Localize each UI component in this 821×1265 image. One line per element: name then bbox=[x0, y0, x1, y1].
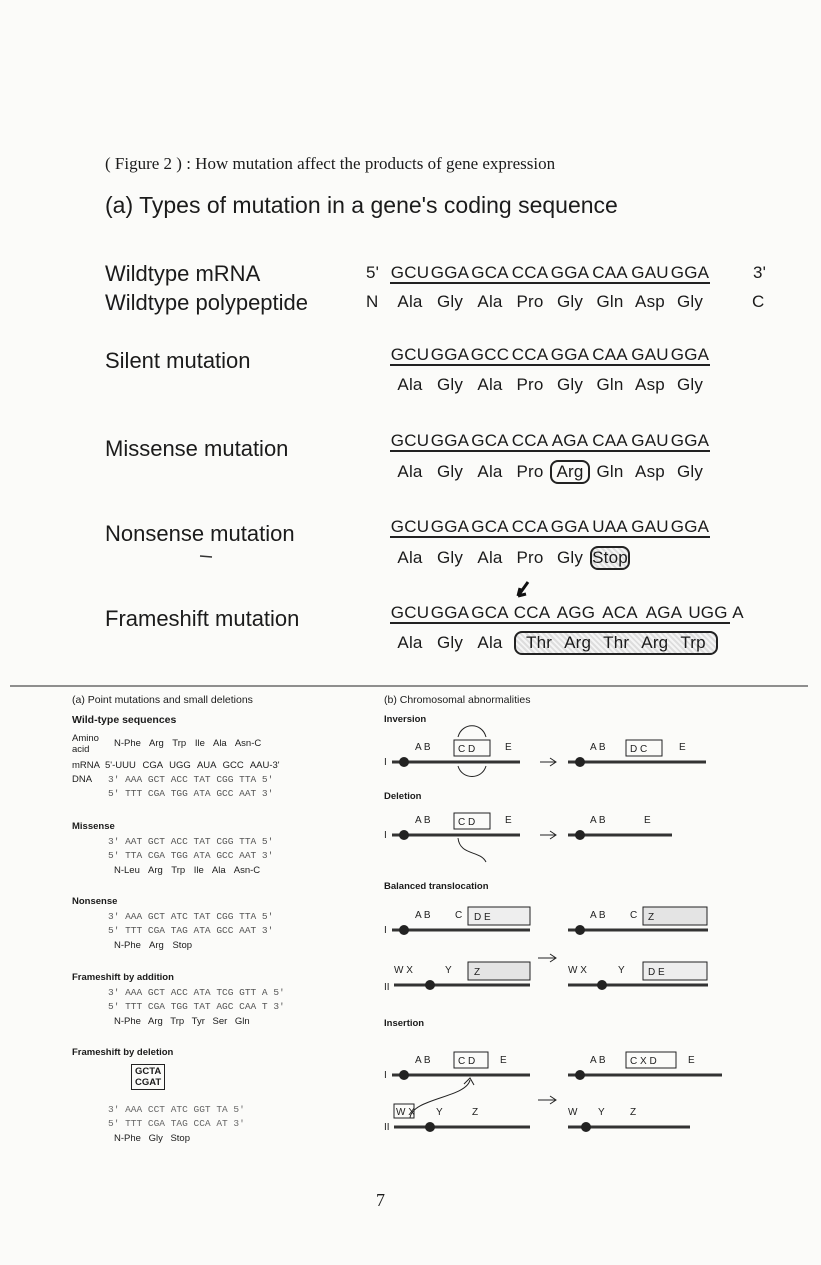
nonsense-amino-acids: N-Phe Arg Stop bbox=[114, 940, 193, 951]
amino-acid: Gly bbox=[556, 292, 584, 311]
svg-text:Z: Z bbox=[630, 1107, 637, 1118]
codon: CCA bbox=[510, 604, 554, 624]
codon: GGA bbox=[670, 345, 710, 364]
fs-add-dna-strand-1: 3' AAA GCT ACC ATA TCG GTT A 5' bbox=[108, 987, 285, 998]
missense-mutation-label: Missense mutation bbox=[105, 436, 289, 461]
codon: CCA bbox=[511, 517, 549, 536]
silent-mutation-label: Silent mutation bbox=[105, 348, 251, 373]
amino-acid: Gly bbox=[436, 462, 464, 481]
insertion-title: Insertion bbox=[384, 1018, 425, 1029]
fs-del-amino-acids: N-Phe Gly Stop bbox=[114, 1133, 190, 1144]
deletion-diagram bbox=[384, 813, 672, 862]
svg-text:A B: A B bbox=[590, 742, 606, 753]
nonsense-mutation-label: Nonsense mutation bbox=[105, 521, 295, 546]
codon: GCU bbox=[390, 517, 430, 536]
svg-text:Y: Y bbox=[618, 965, 625, 976]
svg-text:W X: W X bbox=[568, 965, 587, 976]
svg-text:Z: Z bbox=[648, 912, 655, 923]
codon: ACA bbox=[598, 604, 642, 624]
svg-text:W X: W X bbox=[396, 1107, 415, 1118]
amino-acid: Ala bbox=[477, 633, 503, 652]
codon: GCA bbox=[471, 603, 509, 622]
svg-text:C D: C D bbox=[458, 1056, 476, 1067]
svg-text:E: E bbox=[679, 742, 686, 753]
svg-text:I: I bbox=[384, 830, 387, 841]
codon: AGG bbox=[554, 604, 598, 624]
codon: GGA bbox=[430, 263, 470, 282]
codon: GGA bbox=[670, 431, 710, 450]
wt-dna-strand-1: 3' AAA GCT ACC TAT CGG TTA 5' bbox=[108, 774, 274, 785]
codon: GCA bbox=[471, 263, 509, 282]
n-terminus-label: N bbox=[366, 292, 379, 311]
amino-acid: Gly bbox=[436, 633, 464, 652]
svg-text:W: W bbox=[568, 1107, 578, 1118]
amino-acid: Gly bbox=[676, 292, 704, 311]
amino-acid: Ala bbox=[397, 548, 423, 567]
roman-numeral: I bbox=[384, 757, 387, 768]
codon: CCA bbox=[511, 345, 549, 364]
insertion-diagram bbox=[384, 1052, 722, 1133]
svg-text:D C: D C bbox=[630, 744, 648, 755]
svg-text:E: E bbox=[500, 1055, 507, 1066]
codon: GGA bbox=[670, 517, 710, 536]
missense-dna-strand-1: 3' AAT GCT ACC TAT CGG TTA 5' bbox=[108, 836, 274, 847]
frameshift-mutation-label: Frameshift mutation bbox=[105, 606, 300, 631]
codon: GGA bbox=[550, 345, 590, 364]
svg-text:II: II bbox=[384, 1122, 390, 1133]
codon: GGA bbox=[430, 603, 470, 622]
amino-acid: Gly bbox=[676, 462, 704, 481]
svg-text:E: E bbox=[505, 815, 512, 826]
svg-text:D E: D E bbox=[474, 912, 491, 923]
svg-text:Y: Y bbox=[598, 1107, 605, 1118]
amino-acid-changed: Arg bbox=[550, 460, 590, 484]
deletion-title: Deletion bbox=[384, 791, 422, 802]
svg-text:C: C bbox=[455, 910, 463, 921]
svg-text:C D: C D bbox=[458, 817, 476, 828]
amino-acid: Trp bbox=[680, 633, 706, 652]
svg-text:A B: A B bbox=[415, 1055, 431, 1066]
missense-dna-strand-2: 5' TTA CGA TGG ATA GCC AAT 3' bbox=[108, 850, 274, 861]
svg-text:E: E bbox=[644, 815, 651, 826]
amino-acid: Gly bbox=[556, 548, 584, 567]
codon: GGA bbox=[430, 517, 470, 536]
amino-acid: Gly bbox=[556, 375, 584, 394]
svg-text:Z: Z bbox=[472, 1107, 479, 1118]
amino-acid: Arg bbox=[641, 633, 669, 652]
inversion-diagram bbox=[384, 726, 706, 777]
codon: GGA bbox=[550, 263, 590, 282]
codon: GCU bbox=[390, 603, 430, 622]
svg-text:A B: A B bbox=[590, 910, 606, 921]
svg-text:I: I bbox=[384, 1070, 387, 1081]
codon: CAA bbox=[590, 432, 630, 452]
codon: AGA bbox=[551, 431, 589, 450]
codon: CCA bbox=[511, 263, 549, 282]
amino-acid: Pro bbox=[516, 548, 544, 567]
amino-acid: Gly bbox=[436, 292, 464, 311]
wt-amino-acids: N-Phe Arg Trp Ile Ala Asn-C bbox=[114, 738, 262, 749]
codon: CAA bbox=[590, 264, 630, 284]
five-prime-label: 5' bbox=[366, 263, 380, 282]
codon: GCC bbox=[470, 345, 510, 364]
amino-acid: Ala bbox=[397, 375, 423, 394]
svg-text:Y: Y bbox=[445, 965, 452, 976]
c-terminus-label: C bbox=[752, 292, 765, 311]
nonsense-dna-strand-1: 3' AAA GCT ATC TAT CGG TTA 5' bbox=[108, 911, 274, 922]
amino-acid: Ala bbox=[477, 462, 503, 481]
amino-acid: Ala bbox=[477, 292, 503, 311]
fs-add-dna-strand-2: 5' TTT CGA TGG TAT AGC CAA T 3' bbox=[108, 1001, 285, 1012]
svg-text:C X D: C X D bbox=[630, 1056, 657, 1067]
three-prime-label: 3' bbox=[753, 263, 767, 282]
dna-label: DNA bbox=[72, 774, 93, 785]
amino-acid: Gly bbox=[436, 548, 464, 567]
amino-acid-label: Amino acid bbox=[72, 733, 99, 755]
deleted-bases-top: GCTA bbox=[135, 1066, 162, 1077]
inversion-title: Inversion bbox=[384, 714, 427, 725]
codon: GGA bbox=[670, 263, 710, 282]
svg-text:E: E bbox=[688, 1055, 695, 1066]
deleted-bases-bottom: CGAT bbox=[135, 1077, 162, 1088]
amino-acid: Gln bbox=[596, 462, 624, 481]
svg-text:A B: A B bbox=[415, 815, 431, 826]
amino-acid: Pro bbox=[516, 462, 544, 481]
svg-text:D E: D E bbox=[648, 967, 665, 978]
svg-text:A B: A B bbox=[415, 910, 431, 921]
amino-acid: Ala bbox=[397, 633, 423, 652]
amino-acid: Gly bbox=[436, 375, 464, 394]
amino-acid: Gly bbox=[676, 375, 704, 394]
codon: GCU bbox=[390, 345, 430, 364]
stop-codon-marker: Stop bbox=[590, 546, 630, 570]
nonsense-dna-strand-2: 5' TTT CGA TAG ATA GCC AAT 3' bbox=[108, 925, 274, 936]
translocation-diagram bbox=[384, 907, 708, 993]
codon: UGG bbox=[686, 604, 730, 624]
frameshift-addition-title: Frameshift by addition bbox=[72, 972, 174, 983]
svg-text:A B: A B bbox=[590, 815, 606, 826]
amino-acid: Ala bbox=[397, 292, 423, 311]
codon: UAA bbox=[590, 518, 630, 538]
amino-acid: Thr bbox=[603, 633, 630, 652]
svg-text:C: C bbox=[630, 910, 638, 921]
amino-acid: Asp bbox=[635, 462, 665, 481]
figure-caption: ( Figure 2 ) : How mutation affect the products of gene expression bbox=[105, 154, 556, 173]
lower-left-title: (a) Point mutations and small deletions bbox=[72, 694, 253, 706]
codon: GGA bbox=[550, 517, 590, 536]
codon: GCA bbox=[471, 517, 509, 536]
codon: CCA bbox=[511, 431, 549, 450]
svg-text:I: I bbox=[384, 925, 387, 936]
wt-mrna: 5'-UUU CGA UGG AUA GCC AAU-3' bbox=[105, 760, 280, 771]
wild-type-sequences-title: Wild-type sequences bbox=[72, 714, 177, 726]
amino-acid: Thr bbox=[526, 633, 553, 652]
frameshift-deletion-title: Frameshift by deletion bbox=[72, 1047, 174, 1058]
codon: GGA bbox=[430, 345, 470, 364]
codon: GAU bbox=[631, 263, 669, 282]
missense-title: Missense bbox=[72, 821, 115, 832]
amino-acid: Pro bbox=[516, 375, 544, 394]
codon: CAA bbox=[590, 346, 630, 366]
fs-del-dna-strand-1: 3' AAA CCT ATC GGT TA 5' bbox=[108, 1104, 245, 1115]
missense-amino-acids: N-Leu Arg Trp Ile Ala Asn-C bbox=[114, 865, 261, 876]
mrna-label: mRNA bbox=[72, 760, 100, 771]
amino-acid: Gln bbox=[596, 292, 624, 311]
amino-acid: Pro bbox=[516, 292, 544, 311]
codon: A bbox=[732, 603, 744, 622]
svg-text:C D: C D bbox=[458, 744, 476, 755]
amino-acid: Ala bbox=[397, 462, 423, 481]
wildtype-polypeptide-label: Wildtype polypeptide bbox=[105, 290, 309, 315]
fs-del-dna-strand-2: 5' TTT CGA TAG CCA AT 3' bbox=[108, 1118, 245, 1129]
codon: GAU bbox=[631, 517, 669, 536]
svg-text:Y: Y bbox=[436, 1107, 443, 1118]
amino-acid: Asp bbox=[635, 292, 665, 311]
codon: GGA bbox=[430, 431, 470, 450]
fs-add-amino-acids: N-Phe Arg Trp Tyr Ser Gln bbox=[114, 1016, 250, 1027]
nonsense-title: Nonsense bbox=[72, 896, 118, 907]
svg-text:A B: A B bbox=[590, 1055, 606, 1066]
svg-text:A B: A B bbox=[415, 742, 431, 753]
codon: GAU bbox=[631, 345, 669, 364]
svg-text:E: E bbox=[505, 742, 512, 753]
wildtype-mrna-label: Wildtype mRNA bbox=[105, 261, 261, 286]
section-a-title: (a) Types of mutation in a gene's coding sequence bbox=[105, 192, 618, 218]
amino-acid: Arg bbox=[564, 633, 592, 652]
svg-text:II: II bbox=[384, 982, 390, 993]
lower-right-title: (b) Chromosomal abnormalities bbox=[384, 694, 531, 706]
amino-acid: Ala bbox=[477, 375, 503, 394]
amino-acid: Asp bbox=[635, 375, 665, 394]
amino-acid: Gln bbox=[596, 375, 624, 394]
wt-dna-strand-2: 5' TTT CGA TGG ATA GCC AAT 3' bbox=[108, 788, 274, 799]
codon: GAU bbox=[631, 431, 669, 450]
page-number: 7 bbox=[376, 1190, 385, 1210]
amino-acid: Ala bbox=[477, 548, 503, 567]
svg-text:Z: Z bbox=[474, 967, 481, 978]
balanced-translocation-title: Balanced translocation bbox=[384, 881, 489, 892]
codon: GCU bbox=[390, 263, 430, 282]
svg-text:W X: W X bbox=[394, 965, 413, 976]
codon: GCA bbox=[471, 431, 509, 450]
codon: GCU bbox=[390, 431, 430, 450]
codon: AGA bbox=[642, 604, 686, 624]
